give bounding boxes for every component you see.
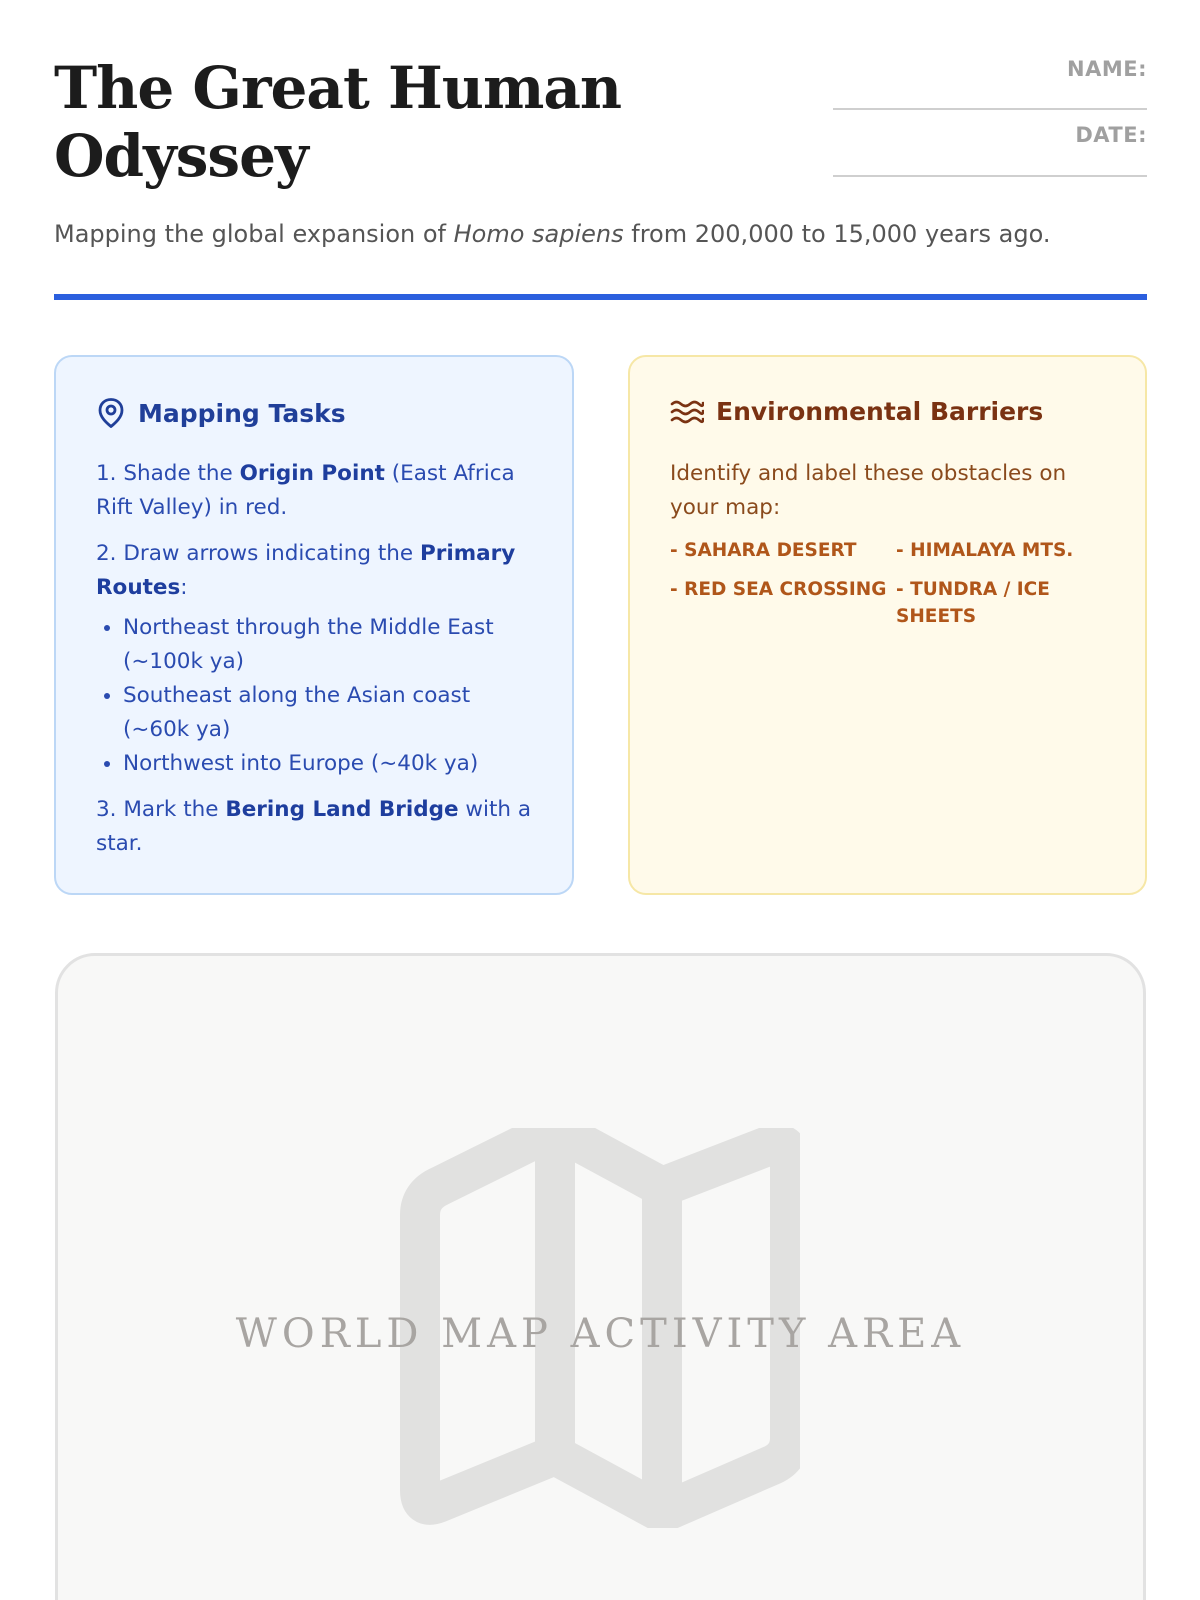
environmental-barriers-card bbox=[628, 355, 1147, 895]
barrier-item: - SAHARA DESERT bbox=[670, 540, 857, 561]
barrier-item: - TUNDRA / ICE SHEETS bbox=[896, 579, 1050, 627]
barriers-header bbox=[670, 397, 1043, 426]
task-step-1-prefix: 1. Shade the bbox=[96, 461, 240, 486]
date-field-line[interactable] bbox=[833, 175, 1147, 177]
task-step-2-prefix: 2. Draw arrows indicating the bbox=[96, 541, 420, 566]
map-pin-icon bbox=[96, 397, 126, 429]
mapping-tasks-card bbox=[54, 355, 574, 895]
task-step-1-highlight: Origin Point bbox=[239, 461, 385, 486]
task-step-1 bbox=[96, 457, 536, 525]
route-item: • Northwest into Europe (~40k ya) bbox=[123, 747, 536, 781]
task-step-3 bbox=[96, 793, 536, 861]
barriers-list bbox=[670, 537, 1110, 630]
subtitle-text-after: from 200,000 to 15,000 years ago. bbox=[623, 220, 1051, 248]
barriers-intro: Identify and label these obstacles on your map: bbox=[670, 461, 1067, 520]
mapping-tasks-list bbox=[96, 457, 536, 873]
header-divider bbox=[54, 294, 1147, 300]
waves-icon bbox=[670, 398, 704, 426]
name-label: NAME: bbox=[1067, 57, 1147, 81]
mapping-tasks-header bbox=[96, 397, 346, 429]
task-step-2-highlight: Primary Routes bbox=[96, 541, 516, 600]
barriers-heading: Environmental Barriers bbox=[716, 397, 1044, 426]
page-title: The Great Human Odyssey bbox=[54, 54, 622, 190]
task-step-2-suffix: : bbox=[180, 575, 188, 600]
world-map-activity-area[interactable] bbox=[55, 953, 1146, 1600]
task-step-3-suffix: with a star. bbox=[96, 797, 532, 856]
route-item: • Southeast along the Asian coast (~60k ya) bbox=[123, 679, 536, 747]
subtitle-text-before: Mapping the global expansion of bbox=[54, 220, 454, 248]
name-field-line[interactable] bbox=[833, 108, 1147, 110]
route-item: • Northeast through the Middle East (~100k ya) bbox=[123, 611, 536, 679]
task-step-3-prefix: 3. Mark the bbox=[96, 797, 226, 822]
mapping-tasks-heading: Mapping Tasks bbox=[138, 398, 346, 428]
barrier-item: - HIMALAYA MTS. bbox=[896, 540, 1074, 561]
primary-routes-list bbox=[96, 611, 536, 781]
task-step-2 bbox=[96, 537, 536, 605]
task-step-1-suffix: (East Africa Rift Valley) in red. bbox=[96, 461, 515, 520]
map-area-label: WORLD MAP ACTIVITY AREA bbox=[235, 1311, 966, 1357]
subtitle-species: Homo sapiens bbox=[453, 220, 624, 248]
date-label: DATE: bbox=[1075, 123, 1147, 147]
subtitle bbox=[54, 216, 1154, 252]
task-step-3-highlight: Bering Land Bridge bbox=[225, 797, 459, 822]
barrier-item: - RED SEA CROSSING bbox=[670, 579, 887, 600]
